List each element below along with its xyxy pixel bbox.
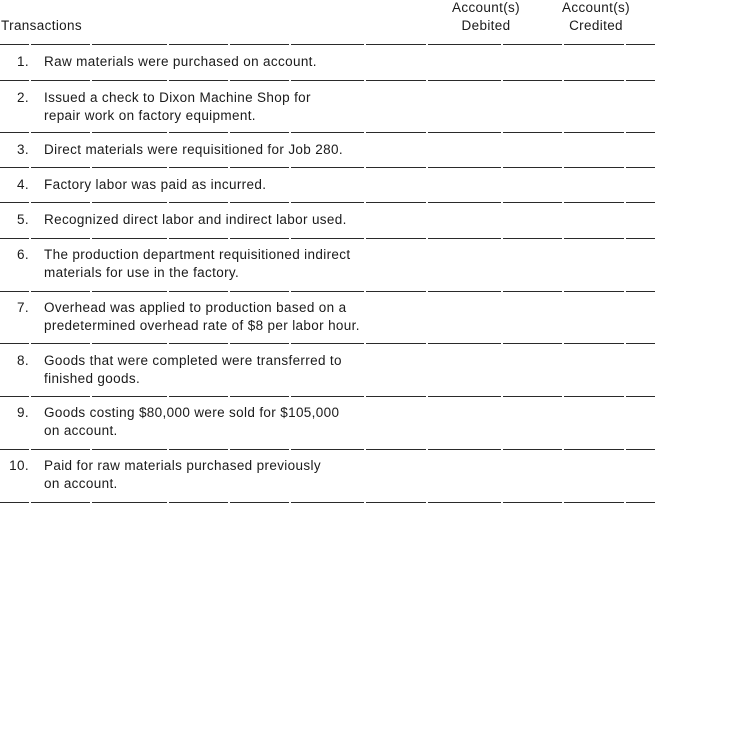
transaction-description	[44, 89, 311, 125]
rule-gap	[90, 396, 92, 397]
transaction-description-line2: predetermined overhead rate of $8 per labor hour.	[44, 318, 360, 333]
rule-gap	[562, 291, 564, 292]
transaction-description-line2: on account.	[44, 476, 118, 491]
rule-gap	[167, 44, 169, 45]
transaction-description-line2: finished goods.	[44, 371, 141, 386]
transaction-description	[44, 246, 350, 282]
rule-gap	[228, 167, 230, 168]
rule-gap	[228, 238, 230, 239]
transaction-number: 4.	[17, 177, 29, 192]
rule-gap	[228, 202, 230, 203]
rule-gap	[228, 44, 230, 45]
rule-gap	[562, 238, 564, 239]
rule-gap	[624, 291, 626, 292]
accounts-debited-heading-line2: Debited	[461, 18, 511, 33]
rule-gap	[562, 167, 564, 168]
table-rule	[0, 44, 655, 45]
rule-gap	[29, 202, 31, 203]
rule-gap	[426, 132, 428, 133]
rule-gap	[167, 502, 169, 503]
rule-gap	[624, 343, 626, 344]
transaction-description-line1: Overhead was applied to production based on a	[44, 300, 347, 315]
transaction-description	[44, 53, 317, 71]
rule-gap	[289, 238, 291, 239]
rule-gap	[289, 449, 291, 450]
table-rule	[0, 167, 655, 168]
table-rule	[0, 202, 655, 203]
rule-gap	[562, 44, 564, 45]
table-rule	[0, 502, 655, 503]
transaction-description	[44, 299, 360, 335]
rule-gap	[167, 343, 169, 344]
rule-gap	[501, 291, 503, 292]
rule-gap	[624, 44, 626, 45]
rule-gap	[501, 132, 503, 133]
rule-gap	[90, 202, 92, 203]
transaction-description-line1: Raw materials were purchased on account.	[44, 54, 317, 69]
transaction-description	[44, 457, 321, 493]
rule-gap	[364, 291, 366, 292]
accounts-credited-heading-line2: Credited	[569, 18, 623, 33]
rule-gap	[426, 291, 428, 292]
rule-gap	[289, 202, 291, 203]
rule-gap	[624, 449, 626, 450]
rule-gap	[501, 202, 503, 203]
rule-gap	[90, 44, 92, 45]
rule-gap	[426, 202, 428, 203]
transaction-number: 9.	[17, 405, 29, 420]
rule-gap	[364, 167, 366, 168]
rule-gap	[426, 80, 428, 81]
rule-gap	[29, 238, 31, 239]
rule-gap	[228, 80, 230, 81]
rule-gap	[426, 238, 428, 239]
rule-gap	[289, 132, 291, 133]
transaction-description-line2: on account.	[44, 423, 118, 438]
rule-gap	[364, 238, 366, 239]
rule-gap	[90, 167, 92, 168]
rule-gap	[90, 132, 92, 133]
transaction-description-line1: Direct materials were requisitioned for Job 280.	[44, 142, 343, 157]
rule-gap	[624, 502, 626, 503]
rule-gap	[90, 291, 92, 292]
rule-gap	[501, 343, 503, 344]
rule-gap	[29, 396, 31, 397]
rule-gap	[364, 44, 366, 45]
rule-gap	[364, 202, 366, 203]
rule-gap	[501, 80, 503, 81]
accounts-debited-heading	[431, 0, 541, 35]
transaction-description-line1: Factory labor was paid as incurred.	[44, 177, 267, 192]
rule-gap	[501, 238, 503, 239]
rule-gap	[228, 132, 230, 133]
rule-gap	[29, 291, 31, 292]
table-rule	[0, 80, 655, 81]
rule-gap	[624, 238, 626, 239]
transactions-heading: Transactions	[1, 18, 82, 33]
rule-gap	[29, 167, 31, 168]
rule-gap	[624, 202, 626, 203]
rule-gap	[562, 343, 564, 344]
transaction-description	[44, 352, 342, 388]
rule-gap	[624, 167, 626, 168]
rule-gap	[364, 502, 366, 503]
rule-gap	[90, 80, 92, 81]
rule-gap	[90, 343, 92, 344]
transaction-description-line1: Recognized direct labor and indirect labor used.	[44, 212, 347, 227]
table-rule	[0, 449, 655, 450]
transaction-number: 8.	[17, 353, 29, 368]
rule-gap	[426, 502, 428, 503]
rule-gap	[289, 80, 291, 81]
rule-gap	[501, 449, 503, 450]
rule-gap	[501, 396, 503, 397]
rule-gap	[562, 502, 564, 503]
transaction-description	[44, 404, 339, 440]
transaction-description	[44, 176, 266, 194]
rule-gap	[562, 202, 564, 203]
transaction-number: 7.	[17, 300, 29, 315]
rule-gap	[289, 502, 291, 503]
rule-gap	[426, 396, 428, 397]
transaction-description-line1: Issued a check to Dixon Machine Shop for	[44, 90, 311, 105]
rule-gap	[426, 343, 428, 344]
table-rule	[0, 343, 655, 344]
rule-gap	[29, 343, 31, 344]
rule-gap	[29, 44, 31, 45]
rule-gap	[562, 132, 564, 133]
transaction-number: 10.	[9, 458, 29, 473]
transaction-number: 5.	[17, 212, 29, 227]
table-rule	[0, 132, 655, 133]
rule-gap	[364, 396, 366, 397]
transaction-number: 6.	[17, 247, 29, 262]
rule-gap	[228, 502, 230, 503]
rule-gap	[501, 44, 503, 45]
rule-gap	[29, 132, 31, 133]
transaction-description-line1: Goods costing $80,000 were sold for $105,000	[44, 405, 340, 420]
rule-gap	[289, 343, 291, 344]
transaction-description-line1: The production department requisitioned indirect	[44, 247, 351, 262]
table-rule	[0, 238, 655, 239]
rule-gap	[501, 502, 503, 503]
rule-gap	[228, 396, 230, 397]
rule-gap	[90, 502, 92, 503]
accounts-debited-heading-line1: Account(s)	[451, 0, 521, 15]
rule-gap	[228, 449, 230, 450]
rule-gap	[364, 132, 366, 133]
transaction-description-line2: repair work on factory equipment.	[44, 108, 256, 123]
rule-gap	[228, 291, 230, 292]
rule-gap	[90, 449, 92, 450]
transaction-number: 3.	[17, 142, 29, 157]
rule-gap	[562, 80, 564, 81]
rule-gap	[167, 167, 169, 168]
rule-gap	[167, 449, 169, 450]
accounts-credited-heading	[541, 0, 651, 35]
rule-gap	[426, 449, 428, 450]
rule-gap	[289, 396, 291, 397]
accounts-credited-heading-line1: Account(s)	[561, 0, 631, 15]
rule-gap	[167, 238, 169, 239]
table-rule	[0, 291, 655, 292]
rule-gap	[364, 449, 366, 450]
transaction-description-line1: Goods that were completed were transferred to	[44, 353, 342, 368]
rule-gap	[426, 167, 428, 168]
rule-gap	[289, 291, 291, 292]
rule-gap	[624, 132, 626, 133]
rule-gap	[289, 44, 291, 45]
rule-gap	[167, 132, 169, 133]
rule-gap	[562, 449, 564, 450]
rule-gap	[562, 396, 564, 397]
transaction-description-line1: Paid for raw materials purchased previously	[44, 458, 321, 473]
transaction-number: 2.	[17, 90, 29, 105]
transaction-number: 1.	[17, 54, 29, 69]
rule-gap	[501, 167, 503, 168]
rule-gap	[289, 167, 291, 168]
rule-gap	[90, 238, 92, 239]
rule-gap	[624, 80, 626, 81]
rule-gap	[29, 449, 31, 450]
rule-gap	[364, 343, 366, 344]
rule-gap	[29, 502, 31, 503]
rule-gap	[29, 80, 31, 81]
rule-gap	[167, 80, 169, 81]
transaction-description	[44, 141, 343, 159]
transaction-description-line2: materials for use in the factory.	[44, 265, 240, 280]
rule-gap	[167, 396, 169, 397]
rule-gap	[167, 291, 169, 292]
rule-gap	[364, 80, 366, 81]
transaction-description	[44, 211, 347, 229]
rule-gap	[426, 44, 428, 45]
rule-gap	[167, 202, 169, 203]
rule-gap	[624, 396, 626, 397]
rule-gap	[228, 343, 230, 344]
table-rule	[0, 396, 655, 397]
